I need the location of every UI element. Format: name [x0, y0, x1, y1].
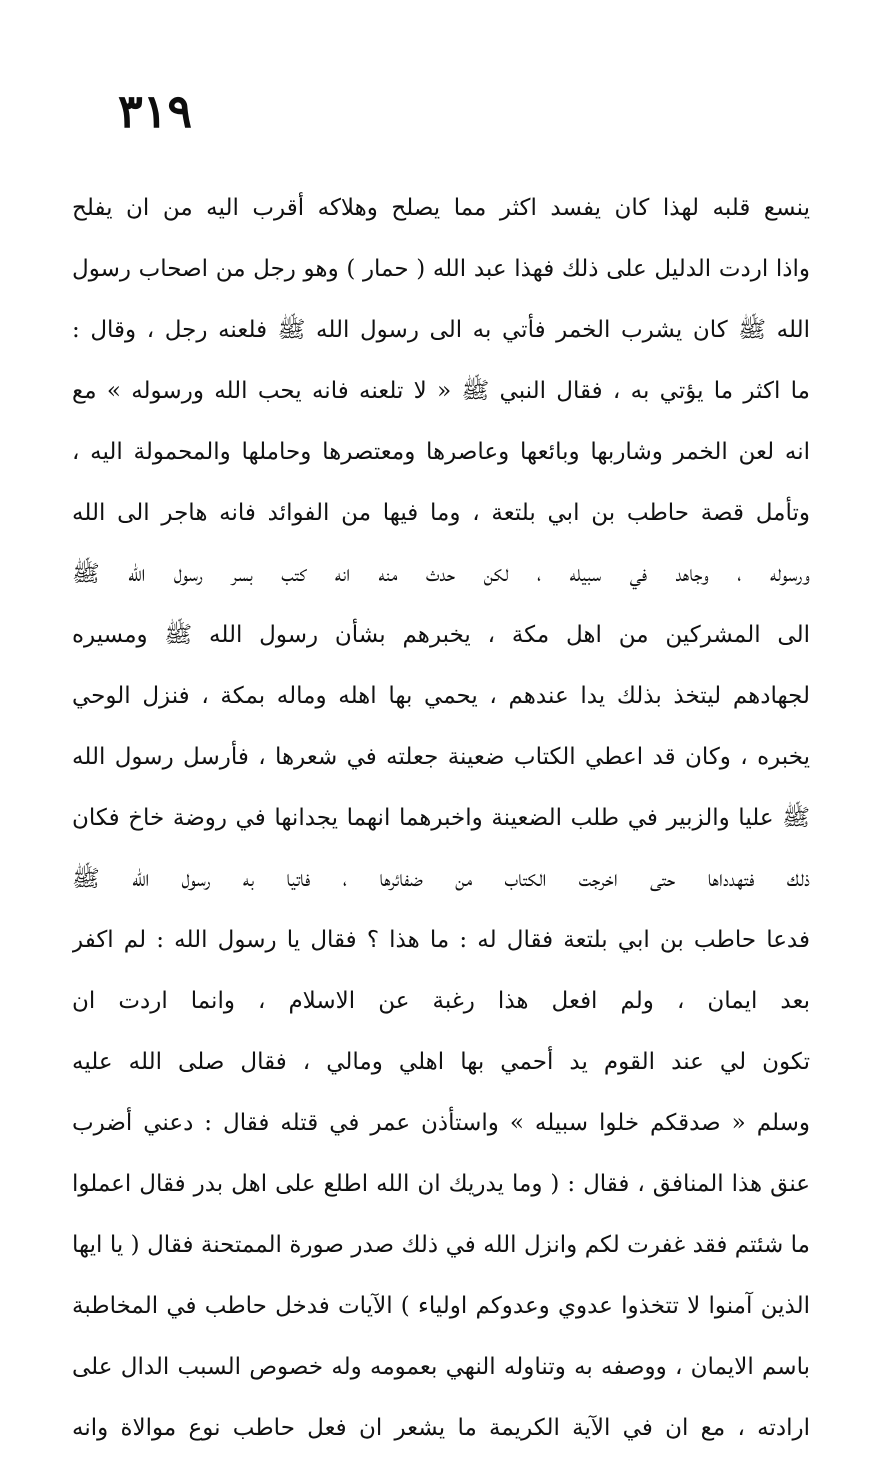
text-line: عنق هذا المنافق ، فقال : ( وما يدريك ان الله اطلع على اهل بدر فقال اعملوا: [72, 1171, 810, 1197]
text-line: الى المشركين من اهل مكة ، يخبرهم بشأن رسول الله ﷺ ومسيره: [72, 622, 810, 648]
text-line: ما اكثر ما يؤتي به ، فقال النبي ﷺ « لا تلعنه فانه يحب الله ورسوله » مع: [72, 378, 810, 404]
text-line: واذا اردت الدليل على ذلك فهذا عبد الله ( حمار ) وهو رجل من اصحاب رسول: [72, 256, 810, 282]
text-line: باسم الايمان ، ووصفه به وتناوله النهي بعمومه وله خصوص السبب الدال على: [72, 1354, 810, 1380]
text-line: تكون لي عند القوم يد أحمي بها اهلي ومالي ، فقال صلى الله عليه: [72, 1049, 810, 1075]
text-line: فدعا حاطب بن ابي بلتعة فقال له : ما هذا ؟ فقال يا رسول الله : لم اكفر: [72, 927, 810, 953]
text-line: الذين آمنوا لا تتخذوا عدوي وعدوكم اولياء ) الآيات فدخل حاطب في المخاطبة: [72, 1293, 810, 1319]
text-line: ذلك فتهدداها حتى اخرجت الكتاب من ضفائرها ، فاتيا به رسول الله ﷺ: [72, 866, 810, 892]
text-line: الله ﷺ كان يشرب الخمر فأتي به الى رسول الله ﷺ فلعنه رجل ، وقال :: [72, 317, 810, 343]
text-line: ﷺ عليا والزبير في طلب الضعينة واخبرهما انهما يجدانها في روضة خاخ فكان: [72, 805, 810, 831]
text-line: لجهادهم ليتخذ بذلك يدا عندهم ، يحمي بها اهله وماله بمكة ، فنزل الوحي: [72, 683, 810, 709]
text-line: ينسع قلبه لهذا كان يفسد اكثر مما يصلح وهلاكه أقرب اليه من ان يفلح: [72, 195, 810, 221]
body-text: [72, 178, 810, 1459]
text-line: بعد ايمان ، ولم افعل هذا رغبة عن الاسلام ، وانما اردت ان: [72, 988, 810, 1014]
text-line: انه لعن الخمر وشاربها وبائعها وعاصرها ومعتصرها وحاملها والمحمولة اليه ،: [72, 439, 810, 465]
text-line: ورسوله ، وجاهد في سبيله ، لكن حدث منه انه كتب بسر رسول الله ﷺ: [72, 561, 810, 587]
text-line: ما شئتم فقد غفرت لكم وانزل الله في ذلك صدر صورة الممتحنة فقال ( يا ايها: [72, 1232, 810, 1258]
text-line: ارادته ، مع ان في الآية الكريمة ما يشعر ان فعل حاطب نوع موالاة وانه: [72, 1415, 810, 1441]
text-line: وتأمل قصة حاطب بن ابي بلتعة ، وما فيها من الفوائد فانه هاجر الى الله: [72, 500, 810, 526]
page-number: ٣١٩: [118, 84, 193, 138]
text-line: يخبره ، وكان قد اعطي الكتاب ضعينة جعلته في شعرها ، فأرسل رسول الله: [72, 744, 810, 770]
text-line: وسلم « صدقكم خلوا سبيله » واستأذن عمر في قتله فقال : دعني أضرب: [72, 1110, 810, 1136]
